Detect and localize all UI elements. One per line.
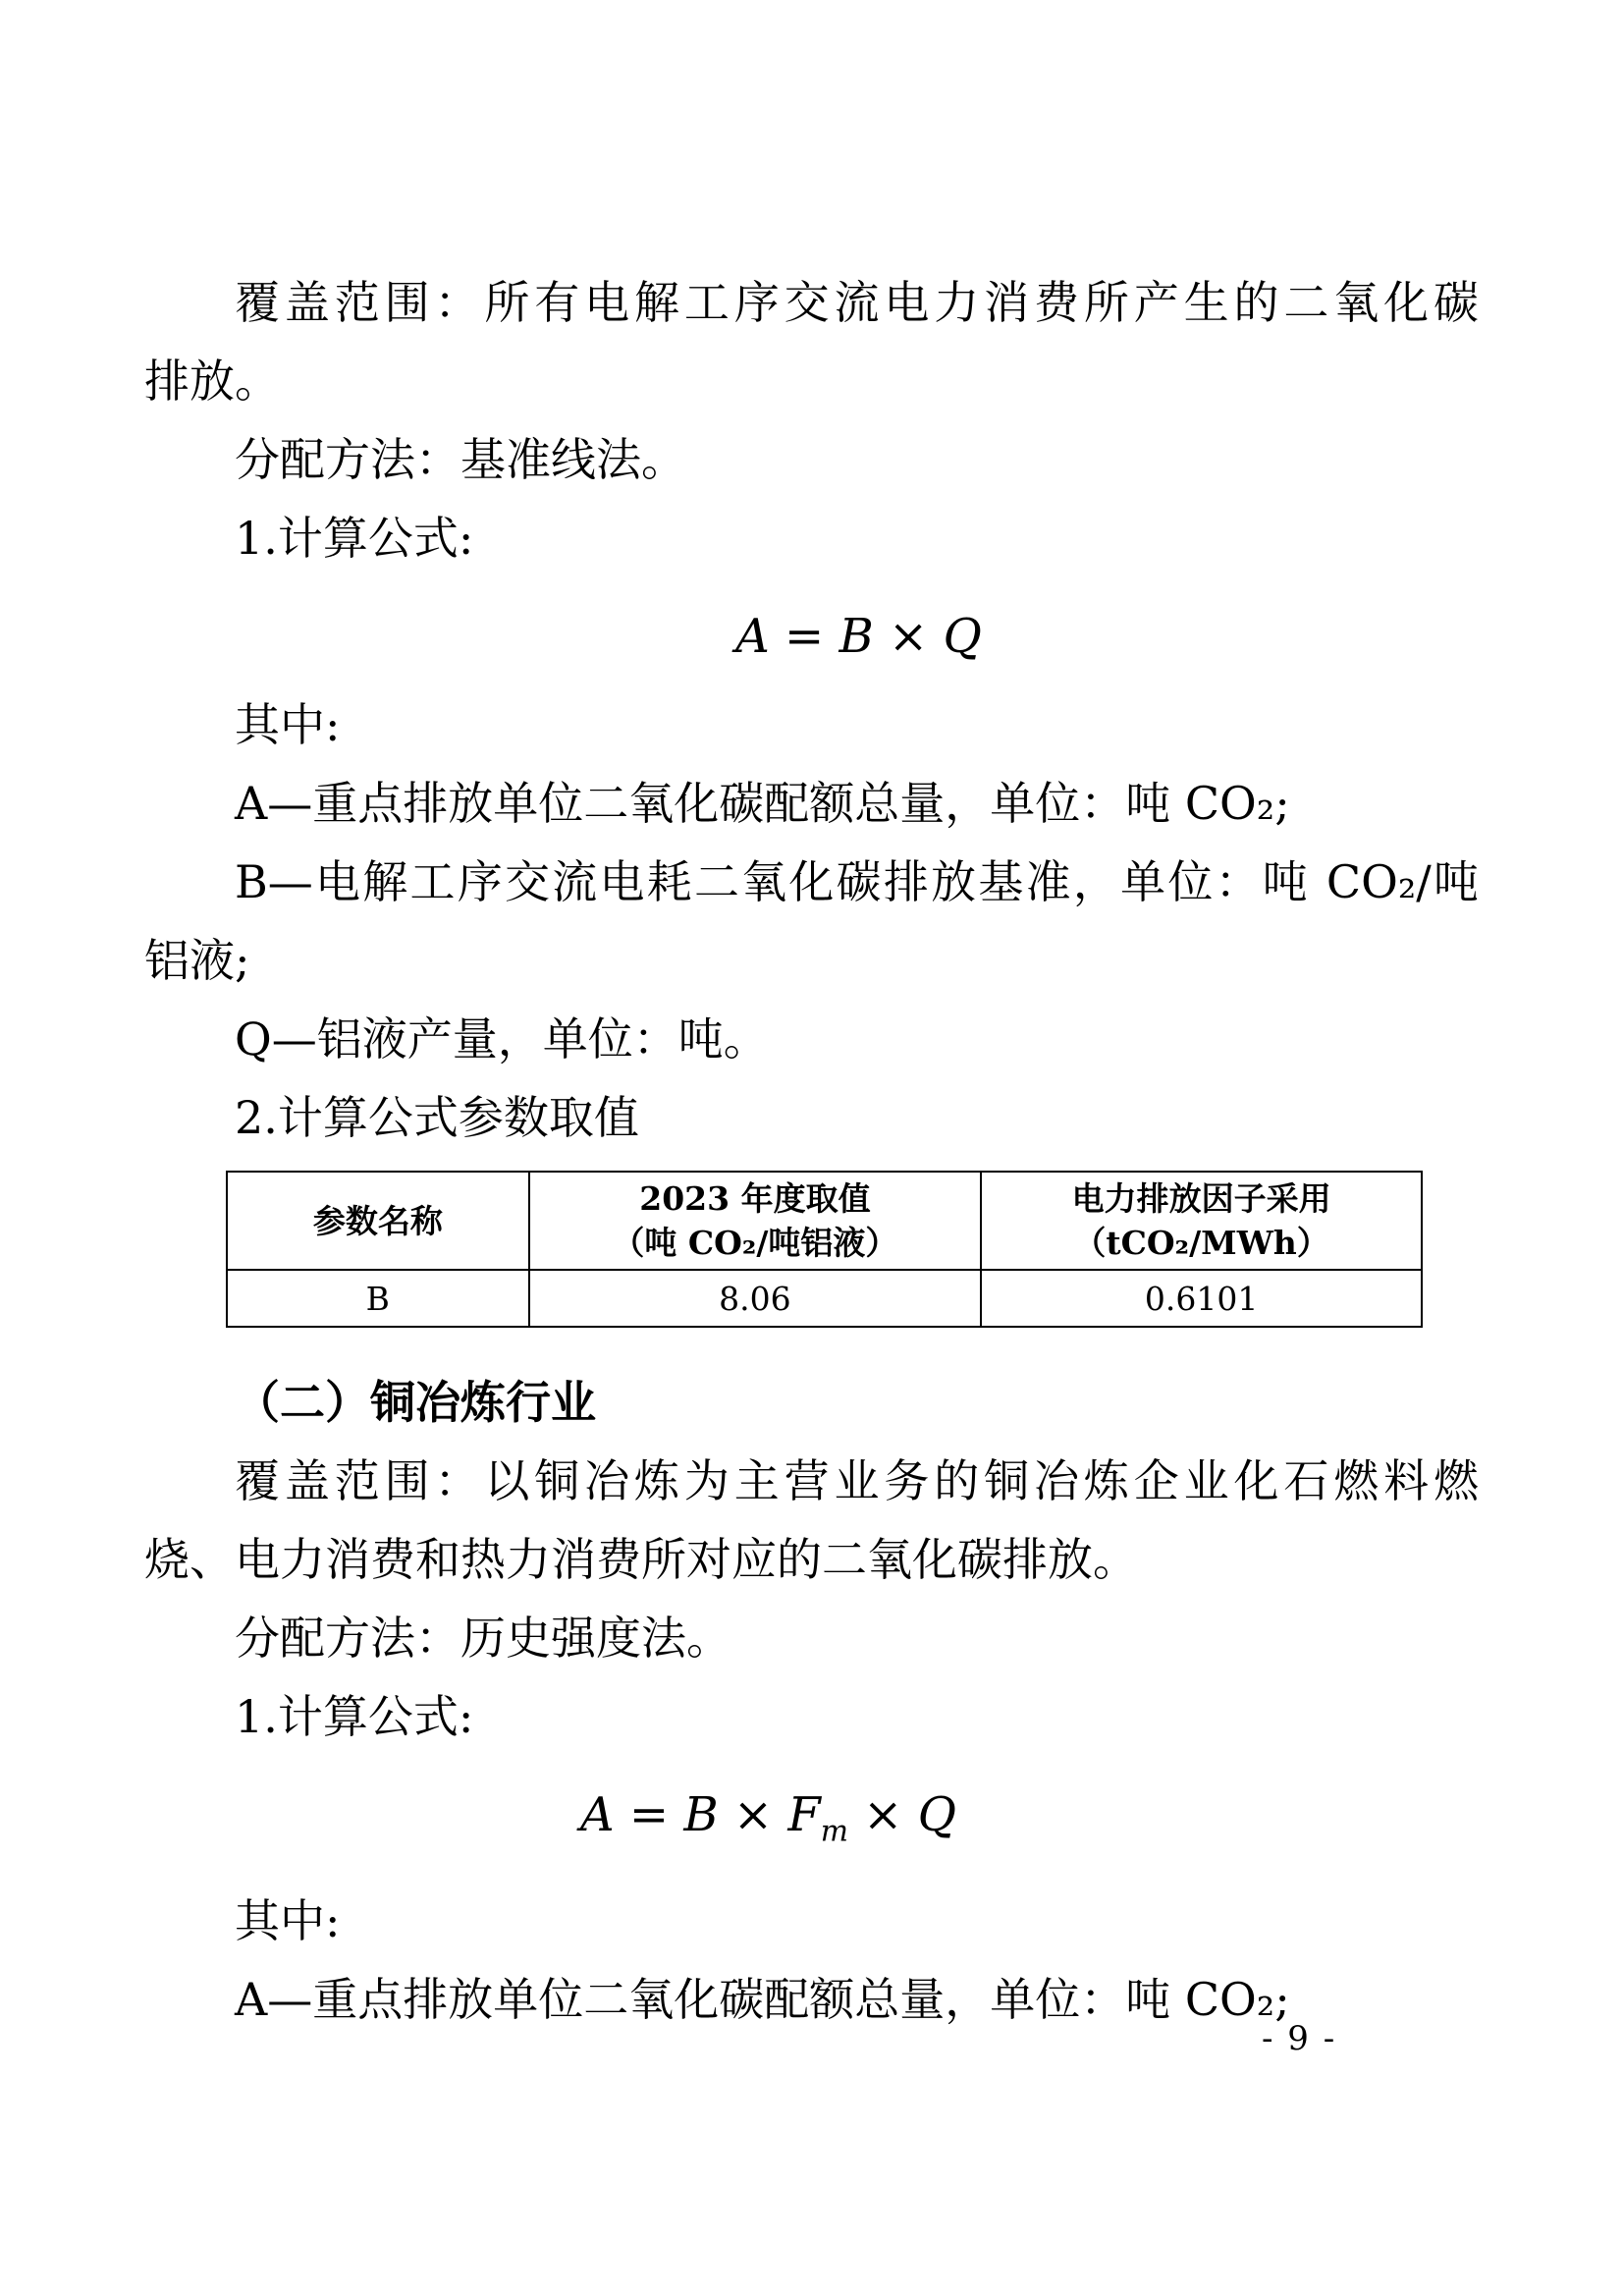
formula-copper-subscript: m <box>820 1814 848 1849</box>
paragraph-coverage-aluminum-line2: 排放。 <box>144 355 280 408</box>
page-number: - 9 - <box>1262 2019 1337 2058</box>
label-formula-aluminum: 1.计算公式: <box>235 512 474 565</box>
label-parameters-aluminum: 2.计算公式参数取值 <box>235 1091 639 1144</box>
parameters-table <box>226 1171 1423 1328</box>
table-cell-parameter-name: B <box>227 1270 529 1327</box>
table-header-row <box>227 1172 1422 1270</box>
definition-Q-aluminum: Q—铝液产量，单位：吨。 <box>235 1012 769 1066</box>
section-heading-copper: （二）铜冶炼行业 <box>235 1376 596 1429</box>
formula-copper-pre: A = B × F <box>579 1787 821 1842</box>
paragraph-coverage-copper-line2: 烧、电力消费和热力消费所对应的二氧化碳排放。 <box>144 1533 1138 1586</box>
paragraph-method-aluminum: 分配方法：基准线法。 <box>235 433 686 486</box>
definition-B-aluminum-line2: 铝液; <box>144 934 250 987</box>
table-cell-power-factor: 0.6101 <box>981 1270 1422 1327</box>
formula-copper-post: × Q <box>847 1787 957 1842</box>
label-among-copper: 其中: <box>235 1893 341 1947</box>
formula-copper <box>101 1776 1435 1872</box>
paragraph-coverage-aluminum-line1: 覆盖范围：所有电解工序交流电力消费所产生的二氧化碳 <box>235 276 1479 329</box>
table-header-power-factor <box>981 1172 1422 1270</box>
document-body <box>144 263 1479 2039</box>
paragraph-coverage-copper-line1: 覆盖范围：以铜冶炼为主营业务的铜冶炼企业化石燃料燃 <box>235 1454 1479 1507</box>
definition-A-copper: A—重点排放单位二氧化碳配额总量，单位：吨 CO₂; <box>235 1972 1290 2026</box>
table-header-2023-value-line2: （吨 CO₂/吨铝液） <box>612 1224 898 1262</box>
table-header-parameter-name <box>227 1172 529 1270</box>
table-header-2023-value-line1: 2023 年度取值 <box>639 1179 871 1218</box>
label-among-aluminum: 其中: <box>235 698 341 751</box>
table-cell-2023-value: 8.06 <box>529 1270 982 1327</box>
label-formula-copper: 1.计算公式: <box>235 1690 474 1743</box>
formula-aluminum: A = B × Q <box>735 609 982 664</box>
table-header-2023-value <box>529 1172 982 1270</box>
paragraph-method-copper: 分配方法：历史强度法。 <box>235 1612 731 1665</box>
table-header-power-factor-line2: （tCO₂/MWh） <box>1073 1224 1329 1262</box>
table-header-parameter-name-text: 参数名称 <box>312 1201 443 1240</box>
table-header-power-factor-line1: 电力排放因子采用 <box>1071 1179 1331 1218</box>
table-row <box>227 1270 1422 1327</box>
definition-B-aluminum-line1: B—电解工序交流电耗二氧化碳排放基准，单位：吨 CO₂/吨 <box>235 855 1479 908</box>
definition-A-aluminum: A—重点排放单位二氧化碳配额总量，单位：吨 CO₂; <box>235 777 1290 830</box>
